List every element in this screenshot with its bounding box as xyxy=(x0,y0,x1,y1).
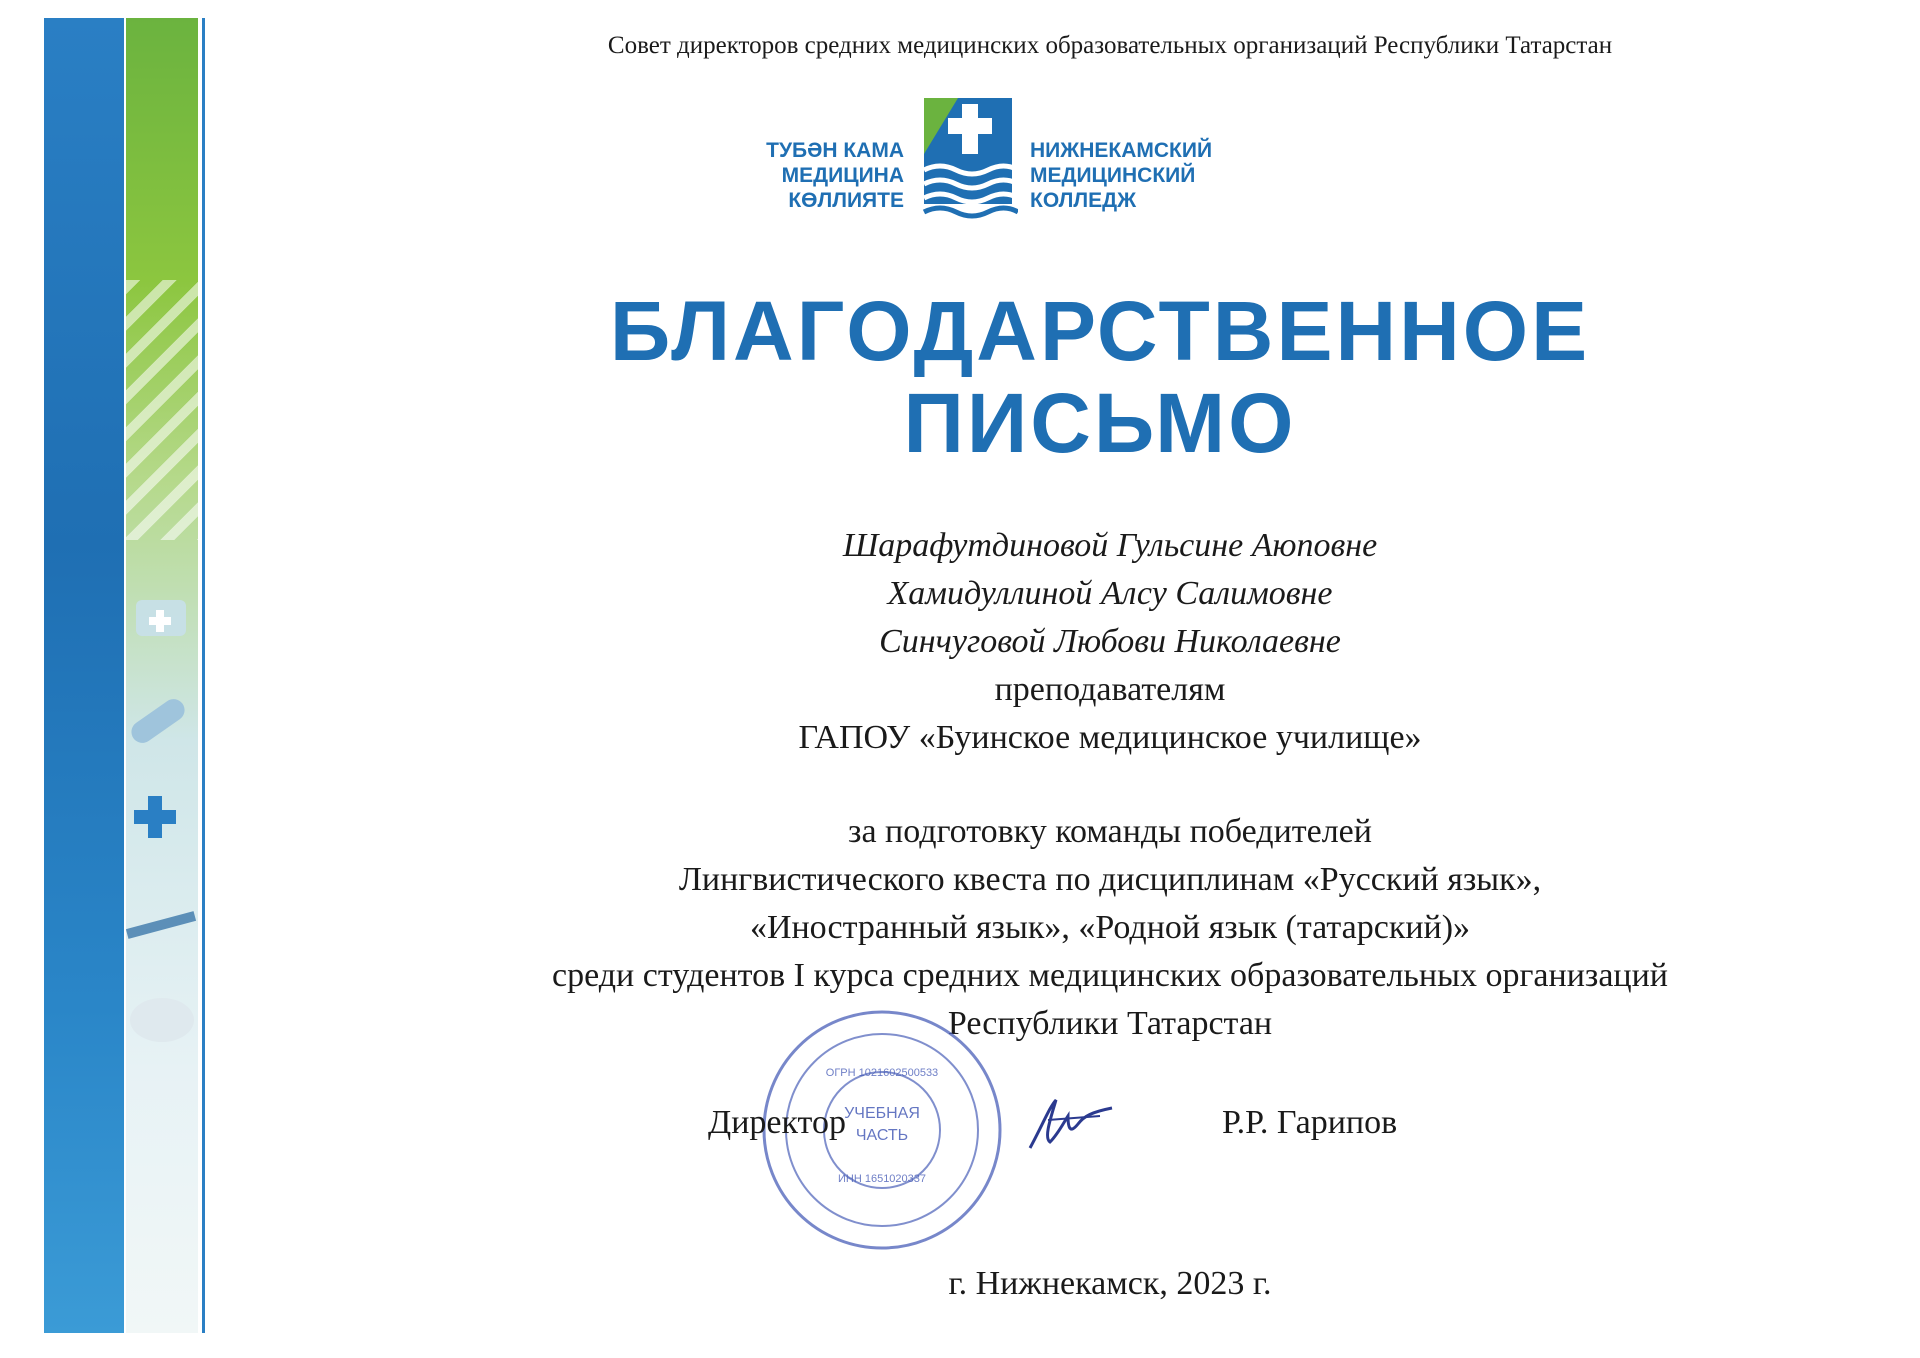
spacer xyxy=(360,762,1860,808)
reason-line: «Иностранный язык», «Родной язык (татарский)» xyxy=(749,909,1471,946)
logo-text-tatar xyxy=(728,138,904,213)
recipient-name: Хамидуллиной Алсу Салимовне xyxy=(887,575,1333,612)
college-logo xyxy=(728,94,1248,224)
medical-decor-icon xyxy=(126,560,198,1060)
svg-text:ОГРН 1021602500533: ОГРН 1021602500533 xyxy=(825,1067,939,1079)
reason-line: Республики Татарстан xyxy=(947,1005,1273,1042)
title-line-2: ПИСЬМО xyxy=(903,376,1297,470)
place-and-date: г. Нижнекамск, 2023 г. xyxy=(948,1265,1272,1302)
logo-left-line: ТУБӘН КАМА xyxy=(766,139,904,162)
signature-row xyxy=(0,1104,1920,1164)
director-name: Р.Р. Гарипов xyxy=(1222,1104,1398,1141)
border-stripes xyxy=(126,280,198,540)
recipient-role: преподавателям xyxy=(994,671,1226,708)
svg-text:ЧАСТЬ: ЧАСТЬ xyxy=(855,1127,909,1144)
council-header: Совет директоров средних медицинских образовательных организаций Республики Татарстан xyxy=(607,32,1613,59)
logo-right-line: НИЖНЕКАМСКИЙ xyxy=(1030,139,1213,162)
reason-line: среди студентов I курса средних медицинских образовательных организаций xyxy=(552,957,1668,994)
medical-cross-wave-icon xyxy=(918,94,1018,220)
logo-left-line: КӨЛЛИЯТЕ xyxy=(788,189,904,212)
recipient-name: Синчуговой Любови Николаевне xyxy=(879,623,1341,660)
logo-right-line: КОЛЛЕДЖ xyxy=(1030,189,1137,212)
reason-line: за подготовку команды победителей xyxy=(848,813,1372,850)
letter-body xyxy=(360,522,1860,1048)
recipient-name: Шарафутдиновой Гульсине Аюповне xyxy=(842,527,1378,564)
recipient-organization: ГАПОУ «Буинское медицинское училище» xyxy=(798,719,1422,756)
handwritten-signature xyxy=(1020,1086,1120,1166)
logo-right-line: МЕДИЦИНСКИЙ xyxy=(1030,164,1196,187)
logo-left-line: МЕДИЦИНА xyxy=(781,164,904,187)
director-label: Директор xyxy=(708,1104,846,1141)
reason-line: Лингвистического квеста по дисциплинам «Русский язык», xyxy=(678,861,1542,898)
title-line-1: БЛАГОДАРСТВЕННОЕ xyxy=(609,284,1591,378)
document-title xyxy=(360,285,1840,469)
logo-text-russian xyxy=(1030,138,1260,213)
svg-text:ИНН 1651020337: ИНН 1651020337 xyxy=(837,1173,927,1185)
svg-text:УЧЕБНАЯ: УЧЕБНАЯ xyxy=(844,1105,920,1122)
